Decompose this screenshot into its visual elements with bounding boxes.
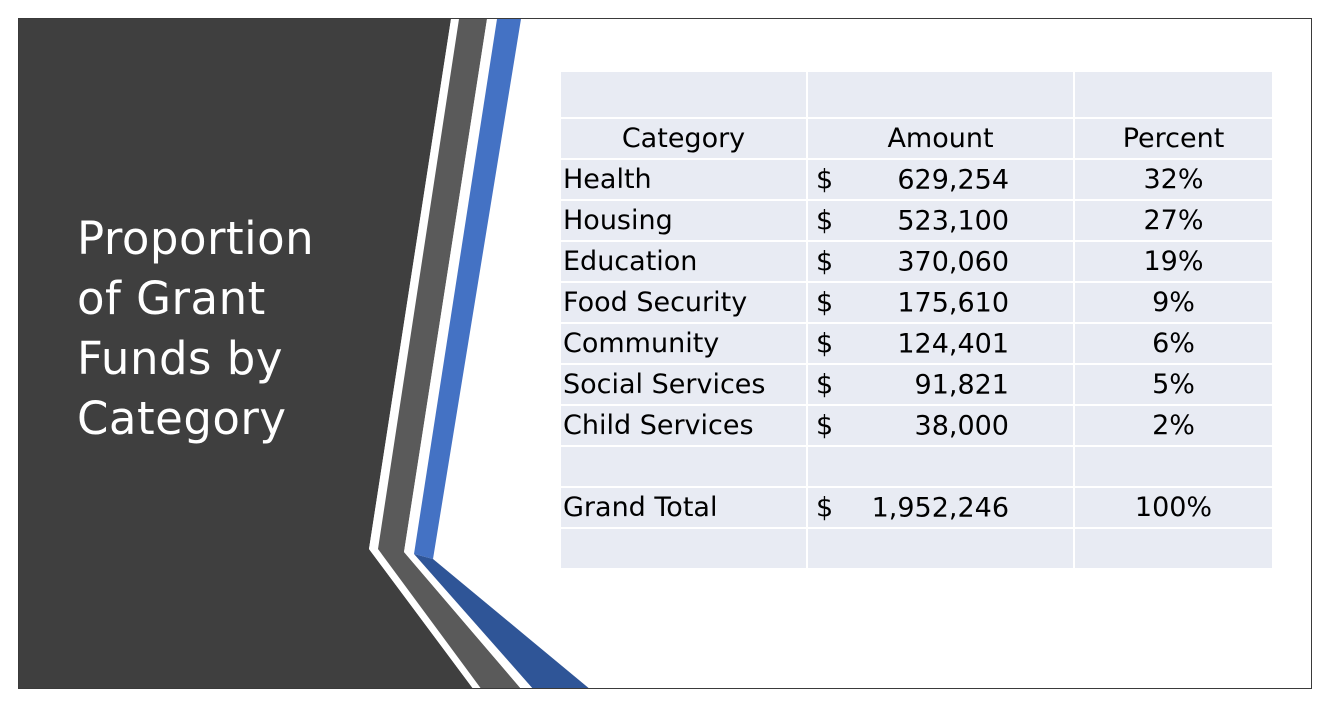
slide-title [77,209,377,449]
currency-symbol: $ [816,410,834,441]
row-category: Social Services [560,364,807,405]
table-row [560,159,1273,200]
currency-symbol: $ [816,492,834,523]
row-percent: 27% [1074,200,1273,241]
row-amount [807,200,1074,241]
currency-symbol: $ [816,205,834,236]
row-percent: 5% [1074,364,1273,405]
currency-symbol: $ [816,164,834,195]
title-line: Proportion [77,212,315,265]
amount-value: 91,821 [914,369,1009,400]
table-row [560,364,1273,405]
currency-symbol: $ [816,287,834,318]
table-row [560,323,1273,364]
row-amount [807,364,1074,405]
table-row [560,405,1273,446]
amount-value: 629,254 [897,164,1009,195]
table-spacer-row [560,528,1273,569]
amount-value: 175,610 [897,287,1009,318]
row-category: Housing [560,200,807,241]
row-category: Food Security [560,282,807,323]
amount-value: 124,401 [897,328,1009,359]
total-amount [807,487,1074,528]
header-amount: Amount [807,118,1074,159]
row-amount [807,323,1074,364]
table-row [560,282,1273,323]
row-percent: 2% [1074,405,1273,446]
amount-value: 523,100 [897,205,1009,236]
table-row [560,200,1273,241]
currency-symbol: $ [816,328,834,359]
row-category: Community [560,323,807,364]
table-header-row [560,118,1273,159]
row-category: Child Services [560,405,807,446]
amount-value: 1,952,246 [871,492,1009,523]
title-line: Funds by [77,332,283,385]
row-percent: 19% [1074,241,1273,282]
row-percent: 32% [1074,159,1273,200]
row-amount [807,159,1074,200]
total-percent: 100% [1074,487,1273,528]
row-amount [807,405,1074,446]
row-category: Health [560,159,807,200]
title-line: Category [77,392,287,445]
row-percent: 9% [1074,282,1273,323]
row-amount [807,241,1074,282]
table-row [560,241,1273,282]
table-total-row [560,487,1273,528]
title-line: of Grant [77,272,266,325]
row-category: Education [560,241,807,282]
header-category: Category [560,118,807,159]
currency-symbol: $ [816,369,834,400]
amount-value: 370,060 [897,246,1009,277]
row-percent: 6% [1074,323,1273,364]
header-percent: Percent [1074,118,1273,159]
amount-value: 38,000 [914,410,1009,441]
row-amount [807,282,1074,323]
currency-symbol: $ [816,246,834,277]
table-spacer-row [560,446,1273,487]
table-spacer-row [560,71,1273,118]
slide [18,18,1312,689]
grant-funds-table [559,70,1274,570]
total-label: Grand Total [560,487,807,528]
